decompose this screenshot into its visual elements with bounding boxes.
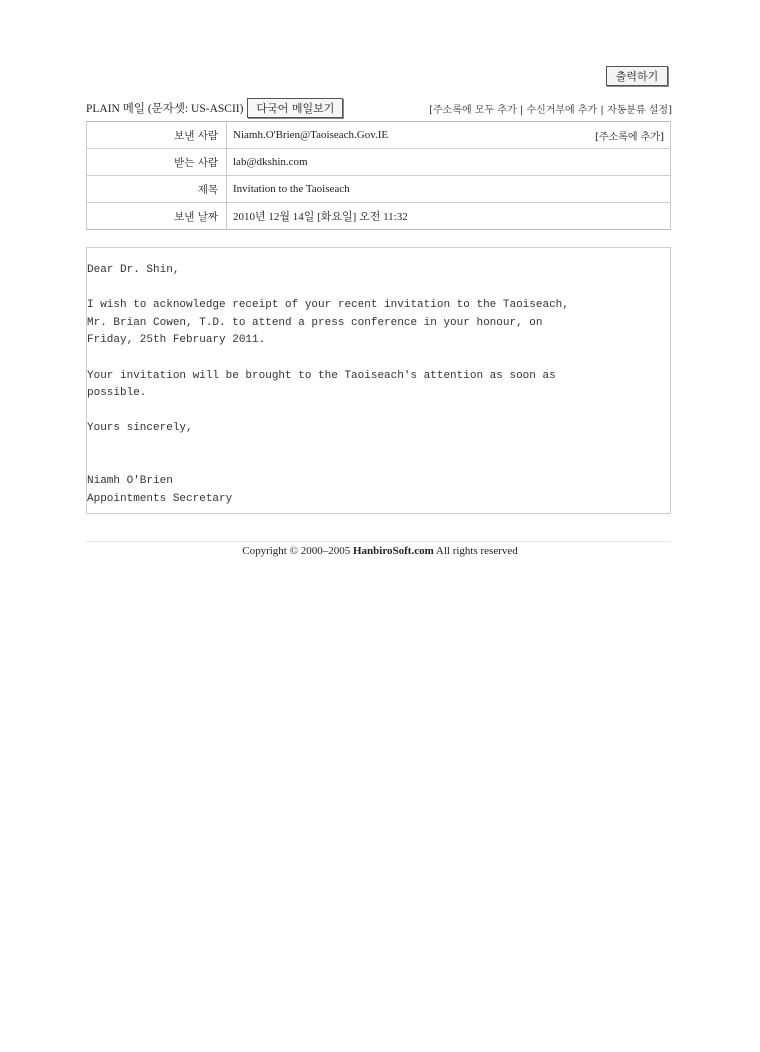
mail-actions-links — [429, 101, 672, 116]
date-row — [87, 203, 670, 229]
body-line: Mr. Brian Cowen, T.D. to attend a press conference in your honour, on — [87, 316, 543, 329]
subject-row — [87, 176, 670, 203]
to-address: lab@dkshin.com — [233, 156, 308, 168]
body-line: possible. — [87, 387, 147, 400]
date-value: 2010년 12월 14일 [화요일] 오전 11:32 — [233, 211, 408, 223]
link-separator: | — [516, 104, 527, 116]
add-to-addressbook-link[interactable]: [주소록에 추가] — [595, 131, 664, 143]
date-label: 보낸 날짜 — [87, 203, 227, 229]
copyright-brand: HanbiroSoft.com — [352, 545, 434, 557]
from-label: 보낸 사람 — [87, 122, 227, 148]
mail-body-text — [87, 262, 569, 508]
print-button[interactable]: 출력하기 — [606, 66, 668, 86]
body-line: Appointments Secretary — [87, 492, 233, 505]
auto-filter-settings-link[interactable]: 자동분류 설정] — [606, 104, 672, 116]
mail-header-table — [86, 121, 671, 230]
from-value-cell — [227, 122, 670, 148]
mail-body — [86, 247, 671, 514]
body-line: Your invitation will be brought to the Taoiseach's attention as soon as — [87, 369, 556, 382]
subject-label: 제목 — [87, 176, 227, 202]
copyright-prefix: Copyright © 2000–2005 — [242, 545, 353, 557]
to-label: 받는 사람 — [87, 149, 227, 175]
body-line: I wish to acknowledge receipt of your recent invitation to the Taoiseach, — [87, 299, 569, 312]
to-row — [87, 149, 670, 176]
link-separator: | — [597, 104, 607, 116]
from-address: Niamh.O'Brien@Taoiseach.Gov.IE — [233, 129, 389, 141]
subject-value: Invitation to the Taoiseach — [233, 183, 350, 195]
charset-label: PLAIN 메일 (문자셋: US-ASCII) — [86, 103, 244, 115]
add-all-to-addressbook-link[interactable]: [주소록에 모두 추가 — [429, 104, 517, 116]
copyright-suffix: All rights reserved — [433, 545, 518, 557]
block-sender-link[interactable]: 수신거부에 추가 — [526, 104, 598, 116]
body-line: Friday, 25th February 2011. — [87, 334, 266, 347]
copyright-footer — [0, 545, 760, 557]
footer-divider — [86, 541, 671, 542]
from-row — [87, 122, 670, 149]
body-line: Dear Dr. Shin, — [87, 264, 180, 276]
multilang-view-button[interactable]: 다국어 메일보기 — [247, 98, 343, 118]
body-line: Niamh O'Brien — [87, 475, 173, 488]
body-line: Yours sincerely, — [87, 422, 193, 435]
mail-info-bar — [86, 97, 672, 119]
